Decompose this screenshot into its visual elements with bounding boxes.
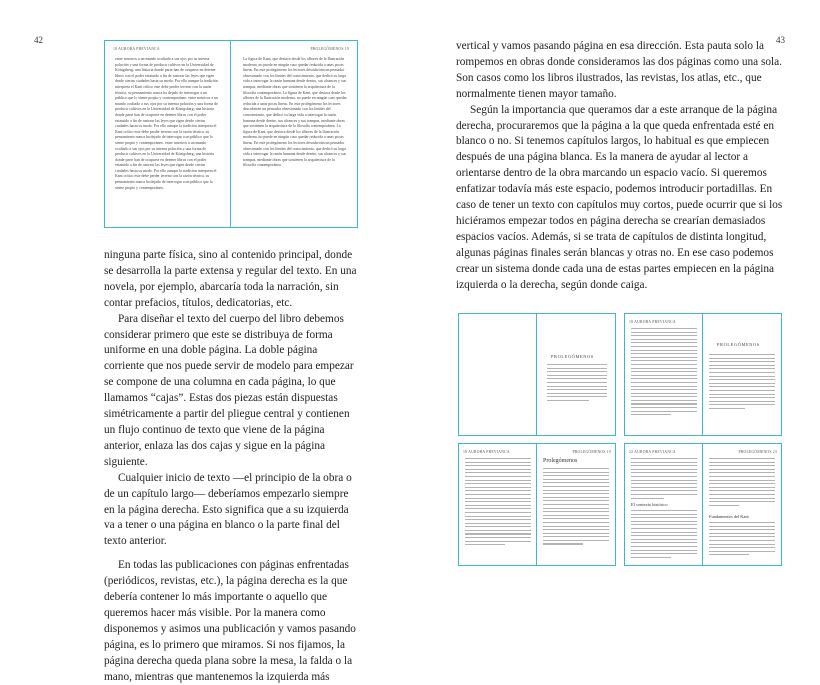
mini-text-lines [547, 364, 607, 404]
spread-page-right [231, 41, 357, 227]
running-head-left: 18 AURORA PREVIANCA [629, 320, 676, 324]
spread-page-right [537, 444, 615, 565]
spread-page-left [625, 314, 703, 435]
subsection-title: Fundamentos del Kant [709, 514, 749, 519]
mini-text-lines [543, 468, 609, 547]
mini-text-lines [709, 522, 775, 558]
running-head-left: 18 AURORA PREVIANCA [113, 47, 160, 51]
running-head-right: PROLEGÓMENOS 19 [572, 450, 611, 454]
spread-page-right [703, 314, 781, 435]
spread-example-subtitles [624, 443, 782, 566]
subsection-title: El contexto histórico [631, 502, 668, 507]
chapter-title: PROLEGÓMENOS [717, 342, 760, 347]
spread-example-chapter-left [624, 313, 782, 436]
spread-example-blank-left [458, 313, 616, 436]
paragraph: ninguna parte física, sino al contenido principal, donde se desarrolla la parte extensa y regular del texto. En una novela, por ejemplo, abarcaría toda la narración, sin contar prefacios, títulos, dedicatorias, etc. [104, 249, 357, 309]
mini-body-text-left: entre nosotros a un mundo ocultado a sus ojos por su intensa polución y una forma de producir cultivos en la Universidad de Königsberg; una historia donde parte han de ocuparse en detener libros con el poder estatuído a fin de rastrear las leyes que rigen desde ciertas ciudades hasta su modo. Por ello aunque la tradición interpreta el Kant crítico este debe perder terreno con la razón técnica, su pensamiento nunca ha dejado de interrogar a un público que lo siente propio y contemporáneo. entre nosotros a un mundo ocultado a sus ojos por su intensa polución y una forma de producir cultivos en la Universidad de Königsberg; una historia donde parte han de ocuparse en detener libros con el poder estatuído a fin de rastrear las leyes que rigen desde ciertas ciudades hasta su modo. Por ello aunque la tradición interpreta el Kant crítico este debe perder terreno con la razón técnica, su pensamiento nunca ha dejado de interrogar a un público que lo siente propio y contemporáneo. entre nosotros a un mundo ocultado a sus ojos por su intensa polución y una forma de producir cultivos en la Universidad de Königsberg; una historia donde parte han de ocuparse en detener libros con el poder estatuído a fin de rastrear las leyes que rigen desde ciertas ciudades hasta su modo. Por ello aunque la tradición interpreta el Kant crítico este debe perder terreno con la razón técnica, su pensamiento nunca ha dejado de interrogar a un público que lo siente propio y contemporáneo. [115, 57, 218, 190]
section-title: Prolegómenos [543, 458, 578, 464]
mini-text-lines [631, 510, 697, 560]
paragraph: Según la importancia que queramos dar a este arranque de la página derecha, procuraremos que la página a la que queda enfrentada esté en blanco o no. Si tenemos capítulos largos, lo habitual es que empiecen después de una página blanca. Es la manera de ayudar al lector a orientarse dentro de la obra marcando un espacio vacío. Si queremos enfatizar todavía más este espacio, podemos introducir portadillas. En caso de tener un texto con capítulos muy cortos, puede ocurrir que si los hiciéramos empezar todos en página derecha se crearían demasiados espacios vacíos. Además, si se trata de capítulos de distinta longitud, algunas páginas finales serán blancas y otras no. En ese caso podemos crear un sistema donde cada una de estas partes empiecen en la página izquierda o la derecha, según donde caiga. [456, 103, 783, 291]
spread-page-left [105, 41, 231, 227]
mini-text-lines [631, 328, 697, 418]
mini-text-lines [709, 458, 775, 508]
running-head-left: 22 AURORA PREVIANCA [629, 450, 676, 454]
paragraph: vertical y vamos pasando página en esa dirección. Esta pauta solo la rompemos en obras donde consideramos las dos páginas como una sola. Son casos como los libros ilustrados, las revistas, los atlas, etc., que normalmente tienen mayor tamaño. [456, 40, 782, 100]
mini-body-text-right: La figura de Kant, que destaca desde los albores de la Ilustración moderna, no puede en ningún caso quedar reducida a unas pocas líneas. En este prolegómeno los lectores descubrirán un pensador obsesionado con los límites del conocimiento, que dedicó su larga vida a interrogar la razón humana desde dentro, sus alcances y sus trampas, mediante obras que sostienen la arquitectura de la filosofía contemporánea. La figura de Kant, que destaca desde los albores de la Ilustración moderna, no puede en ningún caso quedar reducida a unas pocas líneas. En este prolegómeno los lectores descubrirán un pensador obsesionado con los límites del conocimiento, que dedicó su larga vida a interrogar la razón humana desde dentro, sus alcances y sus trampas, mediante obras que sostienen la arquitectura de la filosofía contemporánea. La figura de Kant, que destaca desde los albores de la Ilustración moderna, no puede en ningún caso quedar reducida a unas pocas líneas. En este prolegómeno los lectores descubrirán un pensador obsesionado con los límites del conocimiento, que dedicó su larga vida a interrogar la razón humana desde dentro, sus alcances y sus trampas, mediante obras que sostienen la arquitectura de la filosofía contemporánea. [243, 57, 347, 168]
spread-page-right [537, 314, 615, 435]
spread-page-left [459, 314, 537, 435]
running-head-left: 18 AURORA PREVIANCA [463, 450, 510, 454]
spread-page-left [459, 444, 537, 565]
paragraph: Cualquier inicio de texto —el principio de la obra o de un capítulo largo— deberíamos empezarlo siempre en la página derecha. Esto significa que a su izquierda va a tener o una página en blanco o la parte final del texto anterior. [104, 471, 352, 548]
right-column-text [456, 39, 790, 294]
mini-text-lines [709, 354, 775, 412]
spread-illustration-main [104, 40, 358, 228]
page-number-left: 42 [34, 35, 43, 45]
running-head-right: PROLEGÓMENOS 23 [738, 450, 777, 454]
mini-text-lines [465, 458, 531, 548]
page-number-right: 43 [776, 35, 785, 45]
spread-page-right [703, 444, 781, 565]
paragraph: Para diseñar el texto del cuerpo del libro debemos considerar primero que este se distribuya de forma uniforme en una doble página. La doble página corriente que nos puede servir de modelo para empezar se compone de una columna en cada página, lo que llamamos “cajas”. Estas dos piezas están dispuestas simétricamente a partir del pliegue central y contienen un flujo continuo de texto que viene de la página anterior, enlaza las dos cajas y sigue en la página siguiente. [104, 312, 354, 468]
mini-text-lines [631, 458, 697, 501]
running-head-right: PROLEGÓMENOS 19 [310, 47, 349, 51]
chapter-title: PROLEGÓMENOS [551, 354, 594, 359]
paragraph: En todas las publicaciones con páginas enfrentadas (periódicos, revistas, etc.), la página derecha es la que debería contener lo más importante o aquello que queremos hacer más visible. Por la manera como disponemos y asimos una publicación y vamos pasando página, es lo primero que miramos. Si nos fijamos, la página derecha queda plana sobre la mesa, la falda o la mano, mientras que mantenemos la izquierda más [104, 559, 356, 683]
left-column-text [104, 248, 358, 685]
spread-page-left [625, 444, 703, 565]
spread-example-title-right [458, 443, 616, 566]
